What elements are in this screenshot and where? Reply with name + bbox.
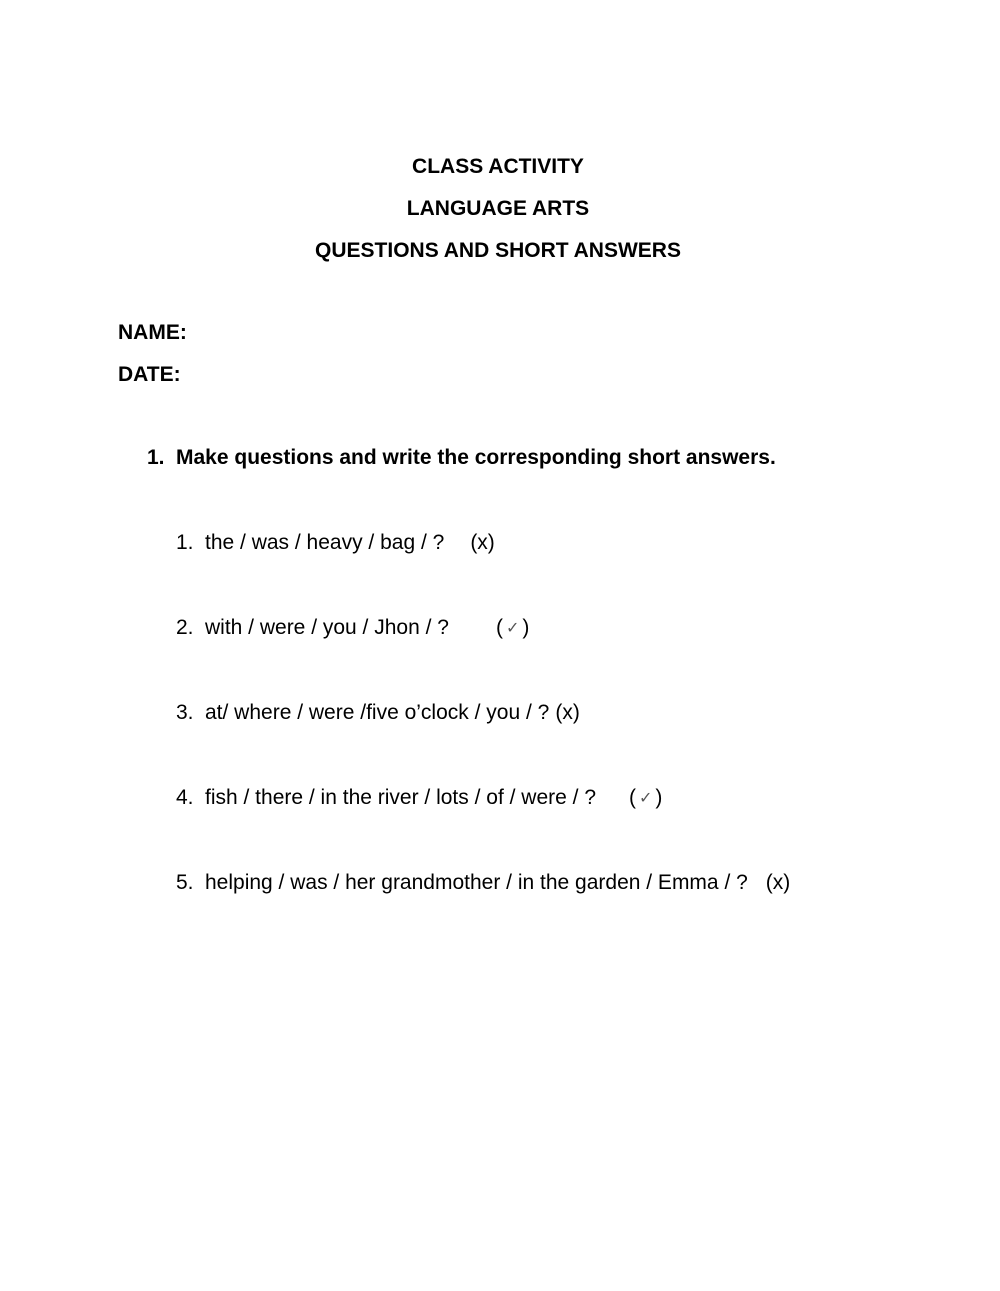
negative-answer-mark: (x) (470, 531, 495, 554)
instruction-text: Make questions and write the corresponding short answers. (176, 446, 776, 469)
item-number: 4. (176, 786, 194, 809)
exercise-item-5 (176, 871, 790, 895)
date-label: DATE: (118, 363, 181, 386)
exercise-item-4 (176, 786, 662, 811)
negative-answer-mark: (x) (765, 871, 791, 894)
item-prompt: helping / was / her grandmother / in the garden / Emma / ? (205, 871, 748, 894)
worksheet-title: CLASS ACTIVITY (412, 155, 584, 178)
instruction-number: 1. (147, 446, 165, 469)
topic-title: QUESTIONS AND SHORT ANSWERS (315, 239, 681, 262)
item-prompt: at/ where / were /five o’clock / you / ? (205, 701, 550, 724)
mark-close: ) (655, 786, 663, 809)
item-number: 2. (176, 616, 194, 639)
checkmark-icon: ✓ (505, 620, 520, 637)
name-label: NAME: (118, 321, 187, 344)
exercise-item-3 (176, 701, 580, 725)
item-number: 5. (176, 871, 194, 894)
affirmative-answer-mark (629, 786, 662, 811)
exercise-item-1 (176, 531, 495, 555)
instruction (147, 446, 776, 470)
exercise-item-2 (176, 616, 529, 641)
mark-open: ( (629, 786, 636, 809)
item-prompt: with / were / you / Jhon / ? (205, 616, 449, 639)
negative-answer-mark: (x) (555, 701, 580, 724)
mark-open: ( (495, 616, 503, 639)
mark-close: ) (522, 616, 530, 639)
subject-title: LANGUAGE ARTS (406, 197, 590, 220)
item-prompt: the / was / heavy / bag / ? (205, 531, 445, 554)
checkmark-icon: ✓ (639, 790, 653, 807)
affirmative-answer-mark (496, 616, 529, 641)
item-number: 3. (176, 701, 194, 724)
item-number: 1. (176, 531, 194, 554)
item-prompt: fish / there / in the river / lots / of / were / ? (205, 786, 596, 809)
